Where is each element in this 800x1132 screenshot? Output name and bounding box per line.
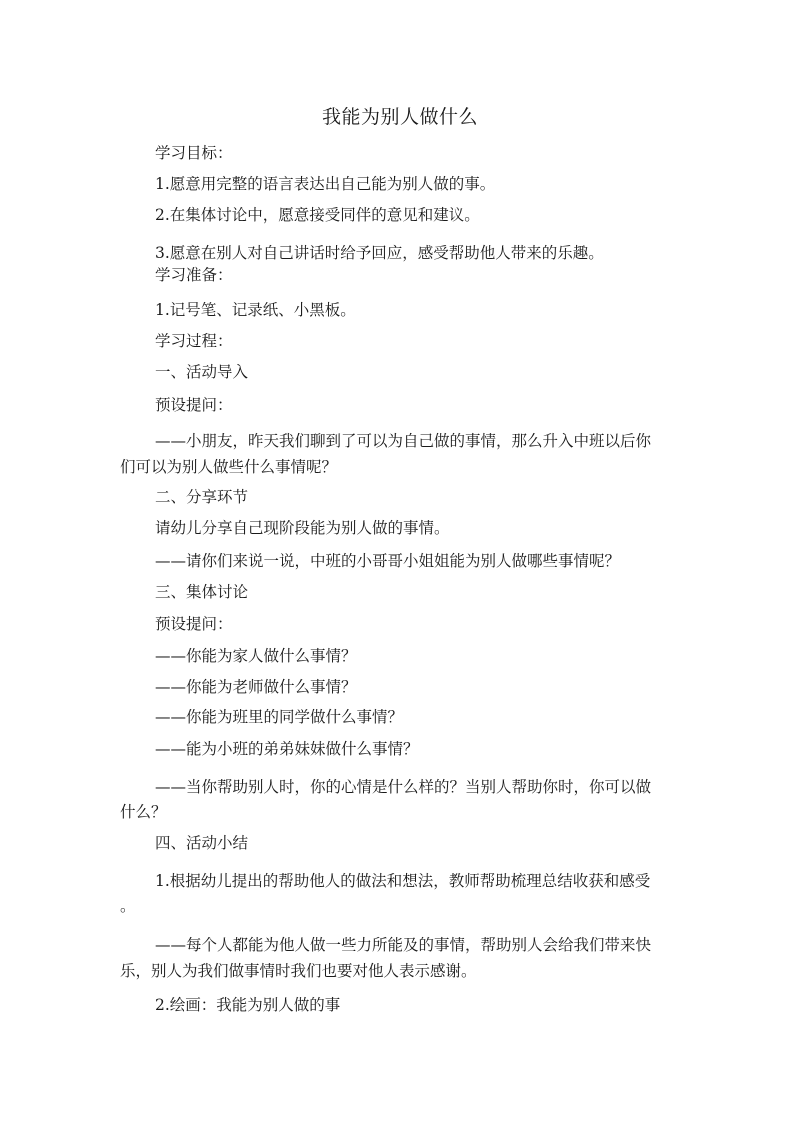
paragraph-line: ——小朋友，昨天我们聊到了可以为自己做的事情，那么升入中班以后你 (155, 432, 652, 450)
goal-item-1: 1.愿意用完整的语言表达出自己能为别人做的事。 (155, 175, 496, 193)
paragraph-line: 。 (120, 897, 136, 915)
paragraph-line: 2.绘画：我能为别人做的事 (155, 996, 341, 1014)
question-item: ——你能为老师做什么事情？ (155, 678, 357, 696)
document-title: 我能为别人做什么 (321, 106, 478, 128)
question-item: ——你能为家人做什么事情？ (155, 647, 357, 665)
step-heading-intro: 一、活动导入 (155, 363, 249, 381)
paragraph-line: ——当你帮助别人时，你的心情是什么样的？当别人帮助你时，你可以做 (155, 778, 652, 796)
goal-item-2: 2.在集体讨论中，愿意接受同伴的意见和建议。 (155, 206, 480, 224)
step-heading-summary: 四、活动小结 (155, 834, 249, 852)
paragraph-line: ——每个人都能为他人做一些力所能及的事情，帮助别人会给我们带来快 (155, 936, 652, 954)
preparation-item-1: 1.记号笔、记录纸、小黑板。 (155, 301, 356, 319)
paragraph-line: 们可以为别人做些什么事情呢？ (120, 458, 338, 476)
question-item: ——你能为班里的同学做什么事情？ (155, 708, 404, 726)
paragraph-line: 什么？ (120, 803, 167, 821)
step-heading-discussion: 三、集体讨论 (155, 583, 249, 601)
paragraph-line: 1.根据幼儿提出的帮助他人的做法和想法，教师帮助梳理总结收获和感受 (155, 872, 651, 890)
preset-question-label: 预设提问： (155, 396, 233, 414)
preset-question-label: 预设提问： (155, 615, 233, 633)
section-heading-process: 学习过程： (155, 332, 233, 350)
paragraph-line: 请幼儿分享自己现阶段能为别人做的事情。 (155, 519, 450, 537)
paragraph-line: 乐，别人为我们做事情时我们也要对他人表示感谢。 (120, 962, 477, 980)
goal-item-3: 3.愿意在别人对自己讲话时给予回应，感受帮助他人带来的乐趣。 (155, 244, 604, 262)
section-heading-preparation: 学习准备： (155, 266, 233, 284)
section-heading-goals: 学习目标： (155, 144, 233, 162)
step-heading-sharing: 二、分享环节 (155, 488, 249, 506)
question-item: ——能为小班的弟弟妹妹做什么事情？ (155, 740, 419, 758)
paragraph-line: ——请你们来说一说，中班的小哥哥小姐姐能为别人做哪些事情呢？ (155, 552, 621, 570)
